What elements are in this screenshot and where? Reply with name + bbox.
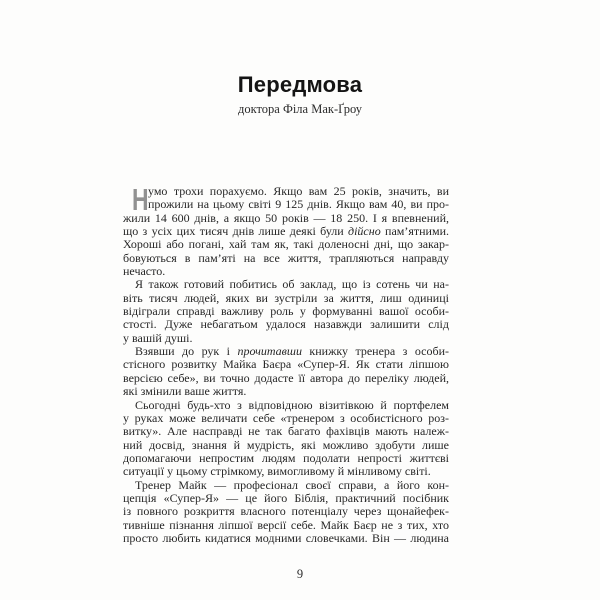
body-text: [123, 182, 449, 545]
chapter-title: Передмова: [237, 72, 363, 97]
text-line: стісного розвитку Майка Баєра «Супер-Я. Як стати ліпшою: [123, 357, 449, 372]
text-line: що з усіх цих тисяч днів лише деякі були дійсно пам’ятними.: [123, 224, 449, 239]
text-line: прожили на цьому світі 9 125 днів. Якщо вам 40, ви про-: [148, 197, 449, 212]
paragraph: [123, 182, 449, 279]
text-line: у руках може величати себе «тренером з особистісного роз-: [123, 410, 449, 425]
paragraph: [123, 278, 449, 345]
text-line: ний досвід, знання й мудрість, які можливо здобути лише: [123, 437, 449, 452]
text-line: витку». Але насправді не так багато фахівців мають належ-: [123, 424, 449, 439]
text-line: Сьогодні будь-хто з відповідною візитівкою й портфелем: [135, 397, 449, 412]
text-line: які змінили ваше життя.: [123, 384, 247, 399]
text-line: жили 14 600 днів, а якщо 50 років — 18 250. І я впевнений,: [123, 210, 449, 225]
text-line: просто любить кидатися модними словечками. Він — людина: [123, 530, 449, 545]
text-line: ситуації у цьому стрімкому, вимогливому й мінливому світі.: [123, 464, 431, 479]
paragraph: [123, 479, 449, 546]
text-line: відіграли справді важливу роль у формуванні вашої особи-: [123, 304, 449, 319]
text-line: Взявши до рук і прочитавши книжку тренера з особи-: [135, 344, 449, 359]
chapter-subtitle: доктора Філа Мак-Ґроу: [237, 102, 363, 116]
text-line: із повного розкриття власного потенціалу через щонайефек-: [123, 504, 449, 519]
text-line: Хороші або погані, хай там як, такі доленосні дні, що закар-: [123, 237, 449, 252]
paragraph: [123, 399, 449, 479]
page-number: 9: [296, 567, 304, 581]
text-line: умо трохи порахуємо. Якщо вам 25 років, значить, ви: [148, 184, 449, 198]
paragraph: [123, 345, 449, 398]
text-line: віть тисяч людей, яких ви зустріли за життя, лиш одиниці: [123, 290, 449, 305]
text-line: цепція «Супер-Я» — це його Біблія, практичний посібник: [123, 490, 449, 505]
text-line: версією себе», ви точно додасте її автора до переліку людей,: [123, 370, 449, 385]
text-line: допомагаючи непростим людям подолати непрості життєві: [123, 450, 449, 465]
text-line: у вашій душі.: [123, 330, 193, 345]
text-line: тивніше пізнання ліпшої версії себе. Майк Баєр не з тих, хто: [123, 517, 449, 532]
text-line: бовуються в пам’яті на все життя, трапляються направду: [123, 250, 449, 265]
drop-cap: Н: [132, 182, 149, 217]
text-line: стості. Дуже небагатьом удалося назавжди залишити слід: [123, 317, 449, 332]
text-line: нечасто.: [123, 264, 166, 279]
text-line: Я також готовий побитись об заклад, що із сотень чи на-: [135, 277, 449, 292]
text-line: Тренер Майк — професіонал своєї справи, а його кон-: [135, 477, 449, 492]
